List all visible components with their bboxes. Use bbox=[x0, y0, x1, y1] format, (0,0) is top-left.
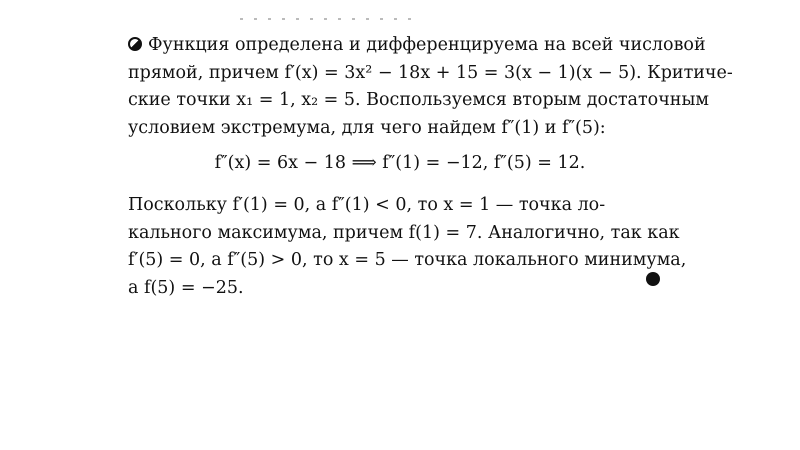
paragraph1-line-2: прямой, причем f′(x) = 3x² − 18x + 15 = 3(x − 1)(x − 5). Критиче- bbox=[128, 62, 733, 83]
paragraph1-line-1-text: Функция определена и дифференцируема на всей числовой bbox=[148, 35, 706, 55]
filled-circle-icon bbox=[646, 272, 660, 286]
solution-paragraph-2 bbox=[128, 192, 687, 302]
paragraph2-line-2: кального максимума, причем f(1) = 7. Аналогично, так как bbox=[128, 222, 680, 243]
paragraph2-line-4: а f(5) = −25. bbox=[128, 277, 244, 298]
half-filled-circle-icon bbox=[128, 37, 142, 51]
paragraph1-line-3: ские точки x₁ = 1, x₂ = 5. Воспользуемся вторым достаточным bbox=[128, 90, 709, 110]
paragraph2-line-3: f′(5) = 0, а f″(5) > 0, то x = 5 — точка локального минимума, bbox=[128, 250, 687, 270]
solution-paragraph-1 bbox=[128, 32, 733, 142]
paragraph1-line-1 bbox=[128, 32, 706, 60]
paragraph1-line-4: условием экстремума, для чего найдем f″(1) и f″(5): bbox=[128, 117, 606, 138]
scan-artifact bbox=[240, 18, 420, 20]
paragraph2-line-1: Поскольку f′(1) = 0, а f″(1) < 0, то x = 1 — точка ло- bbox=[128, 195, 606, 215]
second-derivative-formula: f″(x) = 6x − 18 ⟹ f″(1) = −12, f″(5) = 12. bbox=[214, 153, 586, 173]
